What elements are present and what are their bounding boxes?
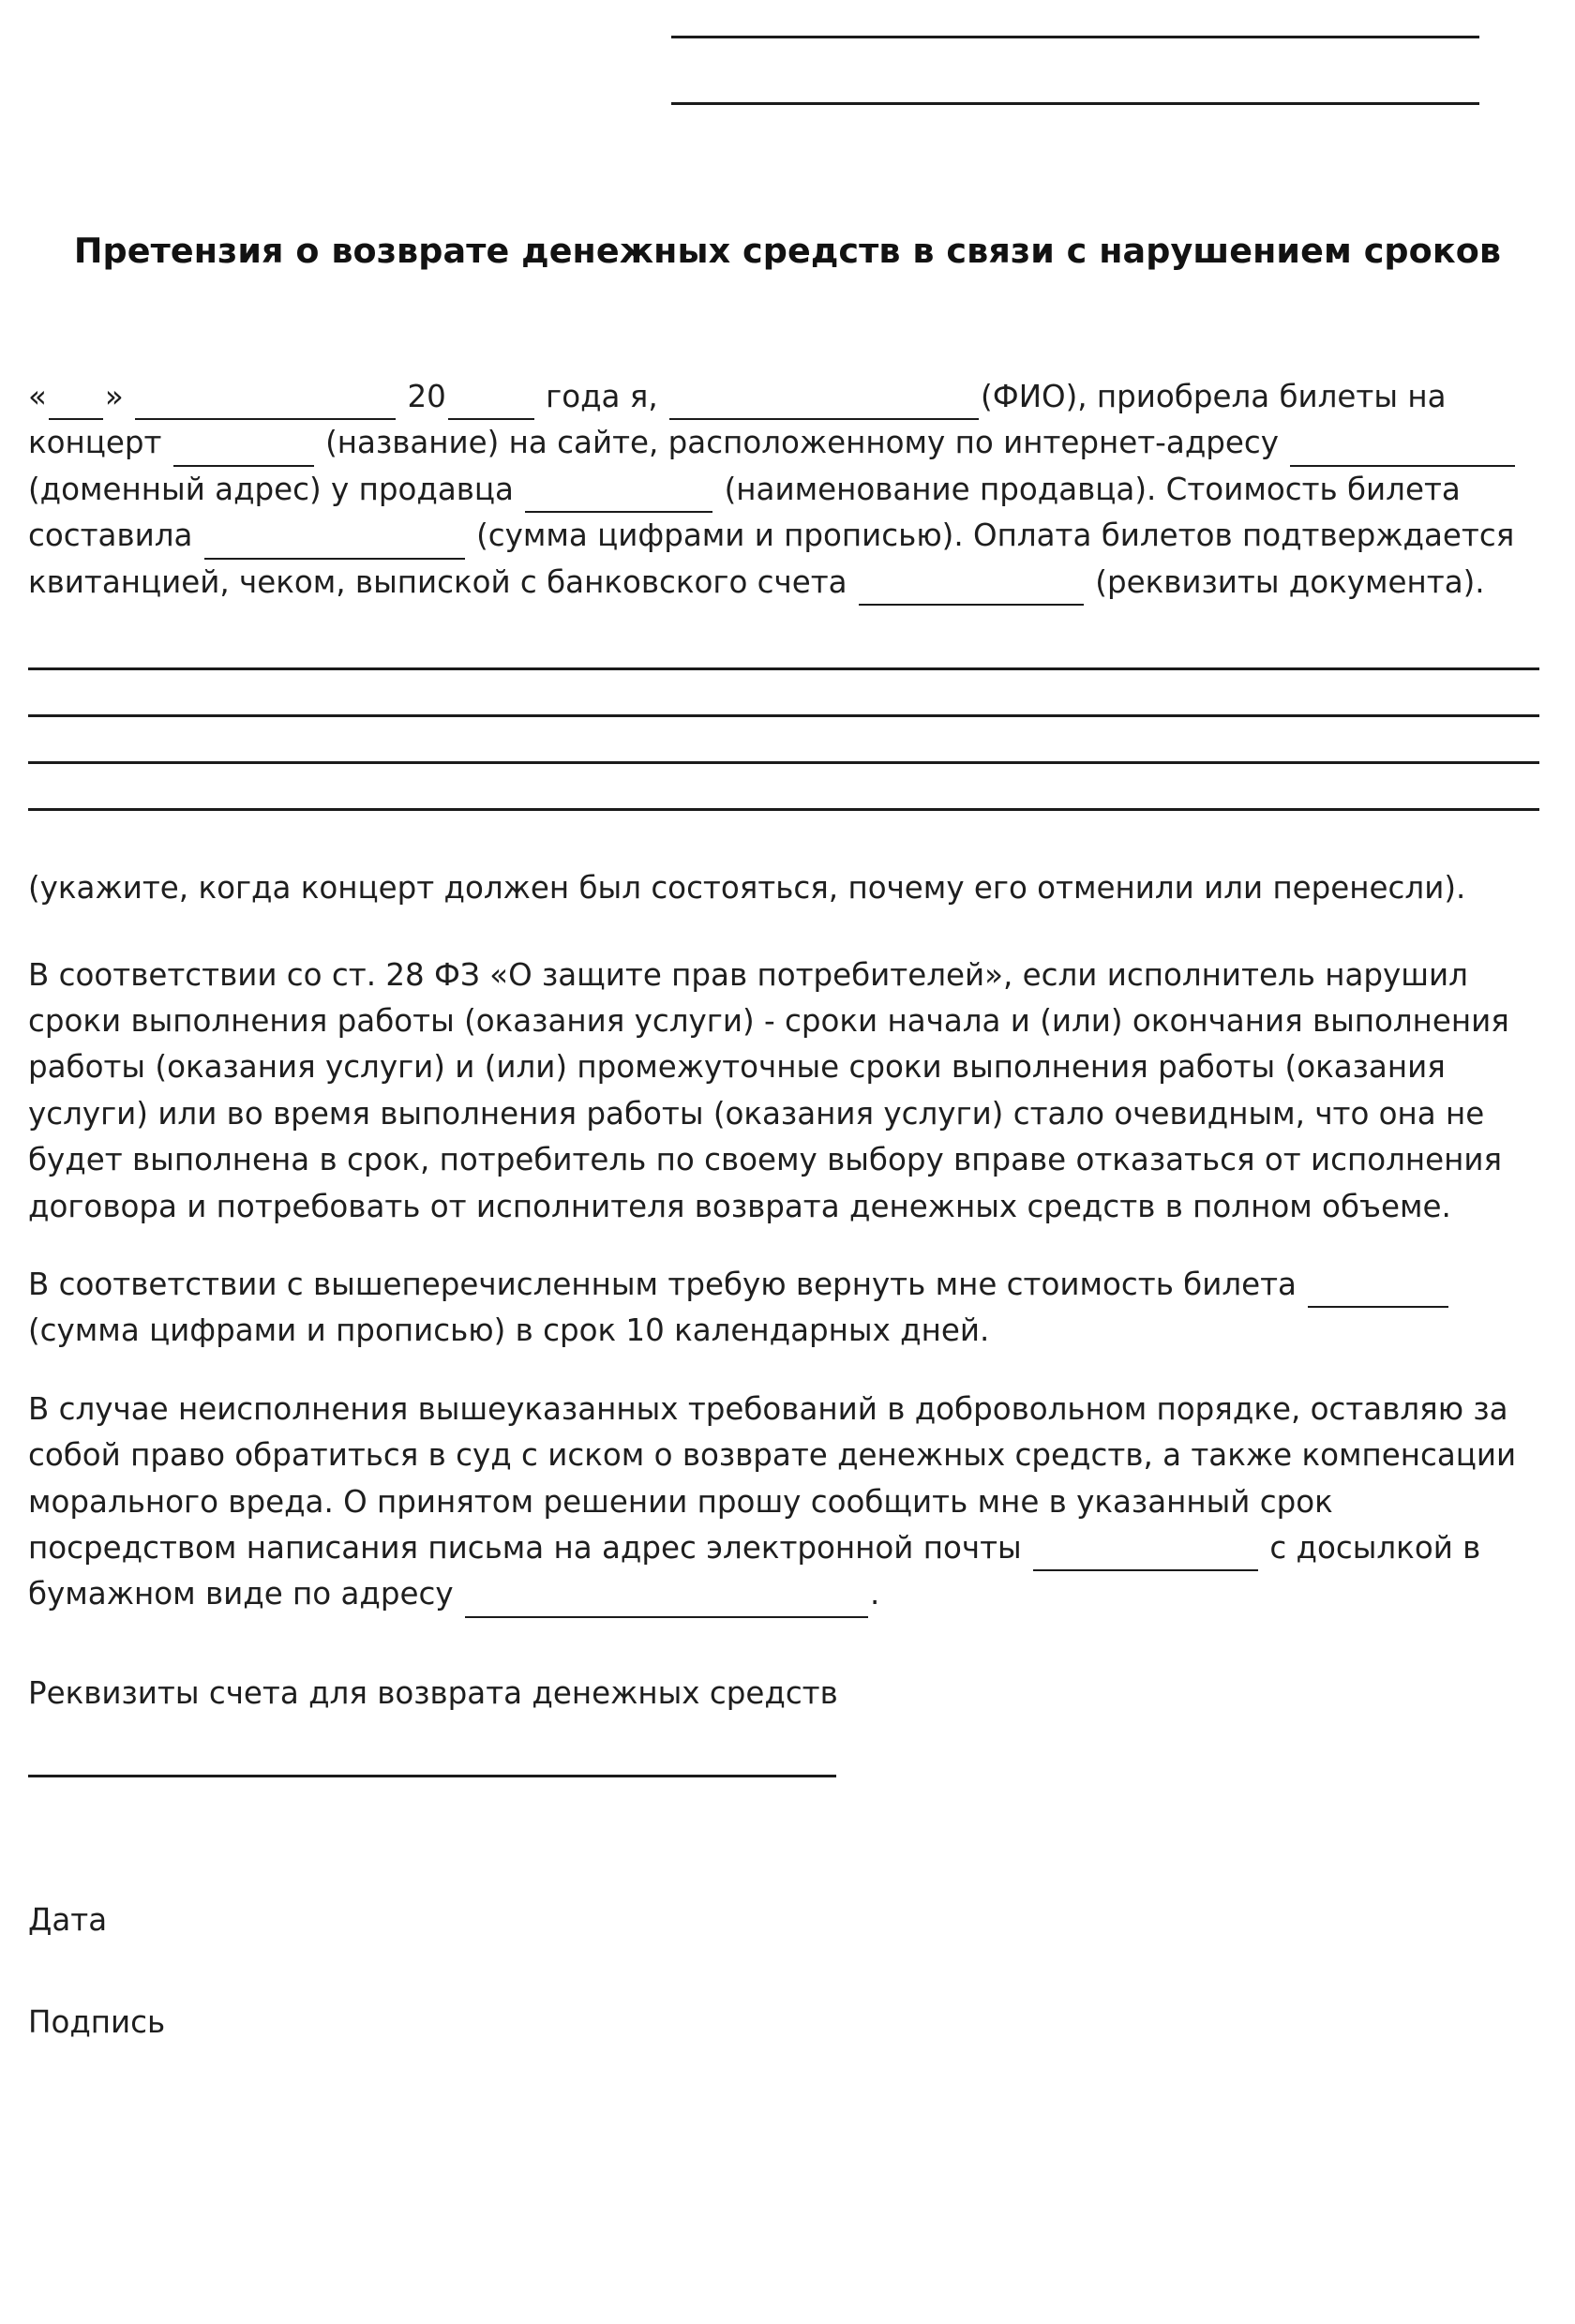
law-paragraph: В соответствии со ст. 28 ФЗ «О защите прав потребителей», если исполнитель нарушил сроки выполнения работы (оказания услуги) - сроки начала и (или) окончания выполнения работы (оказания услуги) и (или) промежуточные сроки выполнения работы (оказания услуги) или во время выполнения работы (оказания услуги) стало очевидным, что она не будет выполнена в срок, потребитель по своему выбору вправе отказаться от исполнения договора и потребовать от исполнителя возврата денежных средств в полном объеме. <box>28 956 1509 1224</box>
addressee-line-2 <box>671 102 1479 105</box>
blank-refund-amount <box>1308 1274 1448 1308</box>
blank-domain-address <box>1290 433 1515 467</box>
ruled-line-4 <box>28 808 1539 811</box>
court-seg-3: . <box>869 1576 880 1612</box>
blank-full-name <box>669 386 979 420</box>
blank-concert-name <box>173 433 314 467</box>
intro-seg-8: (наименование продавца). Стоимость билета составила <box>28 471 1461 554</box>
ruled-line-1 <box>28 667 1539 670</box>
blank-postal-address <box>465 1584 868 1618</box>
signature-block <box>28 1897 1539 2046</box>
intro-seg-7: (доменный адрес) у продавца <box>28 471 524 507</box>
addressee-line-1 <box>671 36 1479 38</box>
document-body <box>0 374 1575 2046</box>
blank-day <box>49 386 103 420</box>
requisites-blank-line <box>28 1775 836 1777</box>
date-label: Дата <box>28 1902 108 1939</box>
intro-seg-1: « <box>28 379 47 414</box>
intro-seg-3: 20 <box>398 379 446 414</box>
blank-document-details <box>859 572 1084 606</box>
intro-seg-10: (реквизиты документа). <box>1085 563 1485 600</box>
demand-seg-1: В соответствии с вышеперечисленным требую вернуть мне стоимость билета <box>28 1267 1307 1303</box>
document-title: Претензия о возврате денежных средств в связи с нарушением сроков <box>73 231 1502 271</box>
blank-month <box>135 386 396 420</box>
court-seg-2: с досылкой в бумажном виде по адресу <box>28 1530 1481 1612</box>
intro-seg-9: (сумма цифрами и прописью). Оплата билетов подтверждается квитанцией, чеком, выпиской с банковского счета <box>28 517 1515 600</box>
intro-seg-2: » <box>104 379 134 414</box>
blank-email <box>1033 1537 1258 1571</box>
requisites-title: Реквизиты счета для возврата денежных средств <box>28 1674 838 1711</box>
demand-seg-2: (сумма цифрами и прописью) в срок 10 календарных дней. <box>28 1312 990 1349</box>
intro-paragraph <box>28 374 1539 606</box>
intro-seg-6: (название) на сайте, расположенному по интернет-адресу <box>315 425 1289 461</box>
court-paragraph <box>28 1387 1539 1618</box>
blank-year <box>448 386 534 420</box>
ruled-line-3 <box>28 761 1539 764</box>
ruled-line-2 <box>28 714 1539 717</box>
free-text-ruled-lines <box>28 667 1539 811</box>
intro-seg-5: (ФИО), приобрела билеты на концерт <box>28 379 1447 461</box>
blank-ticket-price <box>204 525 465 559</box>
hint-text: (укажите, когда концерт должен был состояться, почему его отменили или перенесли). <box>28 869 1466 906</box>
court-seg-1: В случае неисполнения вышеуказанных требований в добровольном порядке, оставляю за собой право обратиться в суд с иском о возврате денежных средств, а также компенсации морального вреда. О принятом решении прошу сообщить мне в указанный срок посредством написания письма на адрес электронной почты <box>28 1390 1517 1566</box>
blank-seller-name <box>525 479 712 513</box>
intro-seg-4: года я, <box>535 379 668 414</box>
addressee-blank-lines <box>0 0 1575 105</box>
signature-label: Подпись <box>28 2003 166 2040</box>
demand-paragraph <box>28 1262 1539 1355</box>
